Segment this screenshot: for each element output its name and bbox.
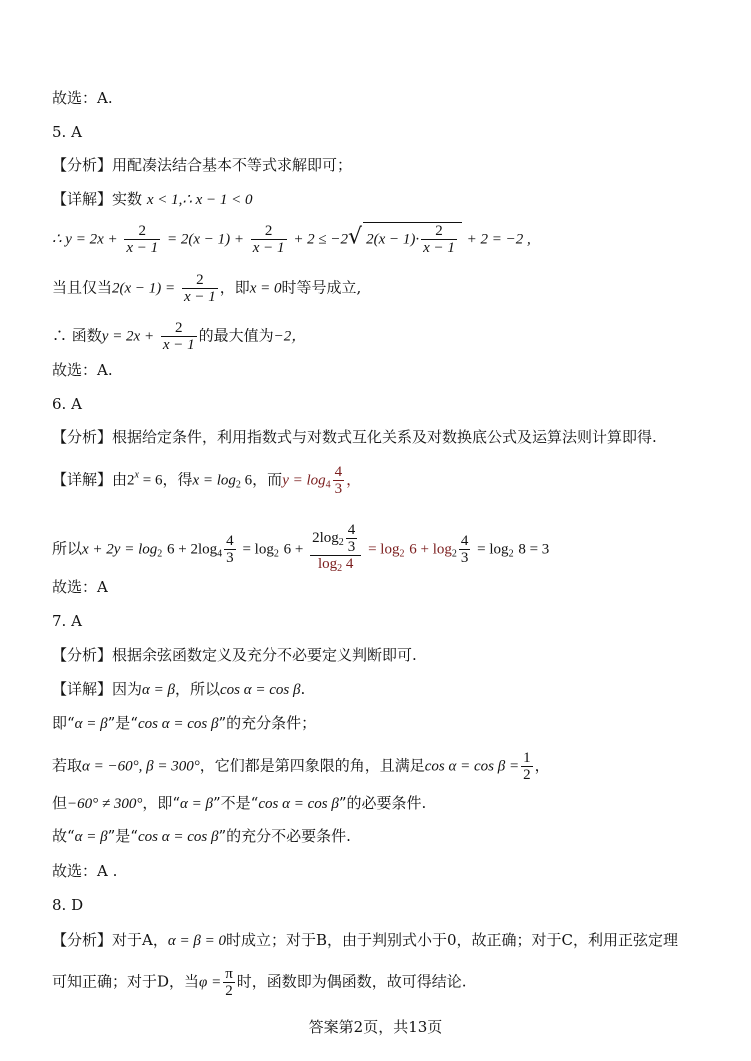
q5-equality-condition: 当且仅当2(x − 1) = $\frac{2}{x - 1}$ ，即x = 0时等号成立,	[52, 272, 362, 305]
page-footer: 答案第2页，共13页	[308, 1018, 443, 1036]
q5-analysis: 【分析】用配凑法结合基本不等式求解即可；	[52, 156, 353, 174]
q5-max-value: ∴ 函数y = 2x + $\frac{2}{x - 1}$ 的最大值为−2，	[52, 320, 307, 353]
q5-detail: 【详解】实数 x < 1,∴ x − 1 < 0	[52, 190, 253, 208]
q6-analysis: 【分析】根据给定条件，利用指数式与对数式互化关系及对数换底公式及运算法则计算即得.	[52, 428, 657, 446]
question-7-answer: 7. A	[52, 612, 82, 630]
question-8-answer: 8. D	[52, 896, 84, 914]
q6-detail: 【详解】由$2^x = 6$，得$x = \log_2 6$，而$y = \log_4$ $\frac{4}{3}$ ，	[52, 464, 362, 497]
q7-conclusion: 故“α = β”是“cos α = cos β”的充分不必要条件.	[52, 827, 351, 845]
q7-choice: 故选：A .	[52, 862, 118, 880]
q7-counterexample: 若取α = −60°, β = 300°，它们都是第四象限的角，且满足cos α = cos β = $\frac{1}{2}$ ，	[52, 750, 550, 783]
q8-analysis: 【分析】对于A，α = β = 0时成立；对于B，由于判别式小于0，故正确；对于C，利用正弦定理	[52, 931, 678, 949]
q7-sufficient: 即“α = β”是“cos α = cos β”的充分条件；	[52, 714, 317, 732]
q6-computation: 所以$x + 2y = \log_2 6 + 2\log_4$ $\frac{4}{3}$ = $\log_2 6$ + $2\log_2$ $\frac{4}{3}$ $\log_2 4$ = $\log_2 6 + \log_2$ $\frac{4}{3}$ = $\log_2 8 = 3$	[52, 522, 550, 574]
q8-analysis-cont: 可知正确；对于D，当φ = $\frac{\pi}{2}$ 时，函数即为偶函数，故可得结论.	[52, 966, 467, 999]
question-5-answer: 5. A	[52, 123, 82, 141]
q5-choice: 故选：A.	[52, 361, 113, 379]
question-6-answer: 6. A	[52, 395, 82, 413]
q6-choice: 故选：A	[52, 578, 108, 596]
line-answer-choice: 故选：A.	[52, 89, 113, 107]
q7-detail: 【详解】因为α = β，所以cos α = cos β.	[52, 680, 306, 698]
q7-analysis: 【分析】根据余弦函数定义及充分不必要定义判断即可.	[52, 646, 417, 664]
q5-inequality: ∴ y = 2x + $\frac{2}{x - 1}$ = 2(x − 1) + $\frac{2}{x - 1}$ + 2 ≤ −2√ 2(x − 1)· $\frac{2}{x - 1}$ + 2 = −2 ,	[52, 223, 531, 256]
q7-not-necessary: 但−60° ≠ 300°，即“α = β”不是“cos α = cos β”的必要条件.	[52, 794, 427, 812]
